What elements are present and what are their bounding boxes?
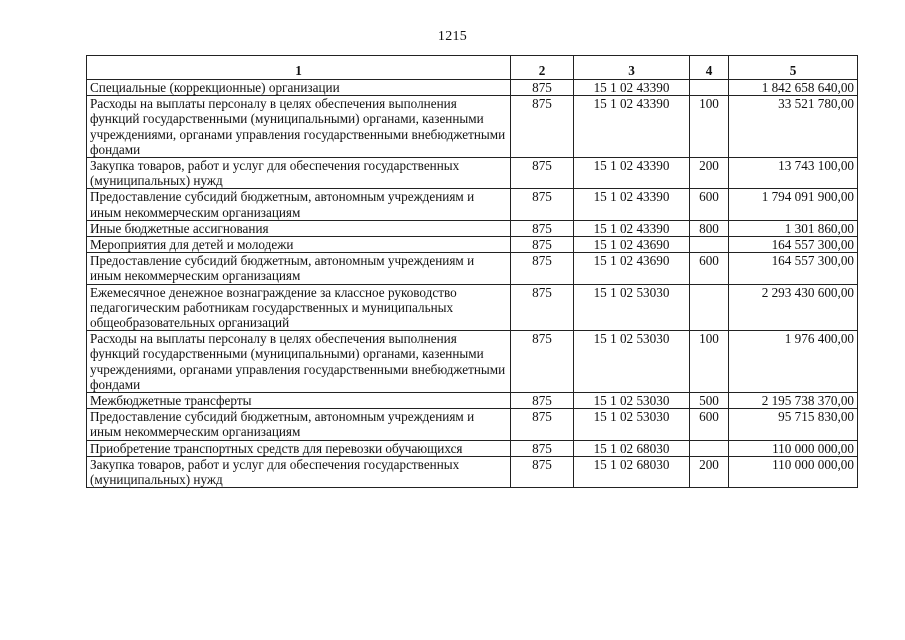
table-row [87,237,858,253]
row-expense-type-code: 500 [690,393,729,409]
table-row [87,158,858,189]
row-expense-type-code: 100 [690,96,729,158]
row-department-code: 875 [511,440,574,456]
row-target-article-code: 15 1 02 53030 [574,393,690,409]
row-department-code: 875 [511,456,574,487]
row-department-code: 875 [511,189,574,220]
table-row [87,456,858,487]
row-expense-type-code: 600 [690,409,729,440]
row-expense-type-code: 100 [690,331,729,393]
row-department-code: 875 [511,393,574,409]
table-header-row [87,56,858,80]
row-amount: 13 743 100,00 [729,158,858,189]
row-expense-type-code: 600 [690,253,729,284]
column-header-name: 1 [87,56,511,80]
table-row [87,393,858,409]
row-amount: 164 557 300,00 [729,253,858,284]
row-target-article-code: 15 1 02 43690 [574,253,690,284]
row-expense-type-code: 200 [690,158,729,189]
table-row [87,253,858,284]
row-department-code: 875 [511,96,574,158]
row-department-code: 875 [511,284,574,331]
row-name: Специальные (коррекционные) организации [87,80,511,96]
table-row [87,220,858,236]
row-amount: 1 794 091 900,00 [729,189,858,220]
page-number: 1215 [437,29,468,44]
row-target-article-code: 15 1 02 43390 [574,96,690,158]
row-amount: 33 521 780,00 [729,96,858,158]
table-row [87,284,858,331]
row-name: Приобретение транспортных средств для перевозки обучающихся [87,440,511,456]
row-expense-type-code [690,284,729,331]
row-target-article-code: 15 1 02 43390 [574,80,690,96]
row-name: Ежемесячное денежное вознаграждение за классное руководство педагогическим работникам государственных и муниципальных общеобразовательных организаций [87,284,511,331]
row-name: Мероприятия для детей и молодежи [87,237,511,253]
row-expense-type-code: 800 [690,220,729,236]
row-name: Иные бюджетные ассигнования [87,220,511,236]
table-row [87,331,858,393]
row-target-article-code: 15 1 02 43390 [574,158,690,189]
row-expense-type-code: 600 [690,189,729,220]
row-expense-type-code [690,237,729,253]
row-target-article-code: 15 1 02 68030 [574,456,690,487]
row-name: Закупка товаров, работ и услуг для обеспечения государственных (муниципальных) нужд [87,158,511,189]
row-amount: 1 976 400,00 [729,331,858,393]
row-department-code: 875 [511,237,574,253]
row-target-article-code: 15 1 02 53030 [574,331,690,393]
table-row [87,80,858,96]
row-amount: 110 000 000,00 [729,456,858,487]
budget-table [86,55,858,488]
row-department-code: 875 [511,80,574,96]
row-target-article-code: 15 1 02 43690 [574,237,690,253]
row-target-article-code: 15 1 02 43390 [574,220,690,236]
row-target-article-code: 15 1 02 68030 [574,440,690,456]
column-header-target-article: 3 [574,56,690,80]
table-body [87,80,858,488]
table-row [87,189,858,220]
column-header-amount: 5 [729,56,858,80]
row-department-code: 875 [511,331,574,393]
row-amount: 110 000 000,00 [729,440,858,456]
row-name: Закупка товаров, работ и услуг для обеспечения государственных (муниципальных) нужд [87,456,511,487]
row-name: Предоставление субсидий бюджетным, автономным учреждениям и иным некоммерческим организациям [87,253,511,284]
row-name: Предоставление субсидий бюджетным, автономным учреждениям и иным некоммерческим организациям [87,189,511,220]
row-expense-type-code [690,440,729,456]
row-target-article-code: 15 1 02 53030 [574,409,690,440]
table-row [87,96,858,158]
row-amount: 164 557 300,00 [729,237,858,253]
row-name: Расходы на выплаты персоналу в целях обеспечения выполнения функций государственными (муниципальными) органами, казенными учреждениями, органами управления государственными внебюджетными фондами [87,96,511,158]
table-row [87,409,858,440]
row-amount: 1 842 658 640,00 [729,80,858,96]
row-department-code: 875 [511,409,574,440]
row-target-article-code: 15 1 02 43390 [574,189,690,220]
column-header-expense-type: 4 [690,56,729,80]
table-row [87,440,858,456]
row-name: Предоставление субсидий бюджетным, автономным учреждениям и иным некоммерческим организациям [87,409,511,440]
row-name: Межбюджетные трансферты [87,393,511,409]
row-name: Расходы на выплаты персоналу в целях обеспечения выполнения функций государственными (муниципальными) органами, казенными учреждениями, органами управления государственными внебюджетными фондами [87,331,511,393]
row-amount: 1 301 860,00 [729,220,858,236]
row-expense-type-code [690,80,729,96]
row-expense-type-code: 200 [690,456,729,487]
row-amount: 2 293 430 600,00 [729,284,858,331]
row-amount: 95 715 830,00 [729,409,858,440]
row-amount: 2 195 738 370,00 [729,393,858,409]
row-target-article-code: 15 1 02 53030 [574,284,690,331]
row-department-code: 875 [511,253,574,284]
column-header-department: 2 [511,56,574,80]
row-department-code: 875 [511,220,574,236]
row-department-code: 875 [511,158,574,189]
